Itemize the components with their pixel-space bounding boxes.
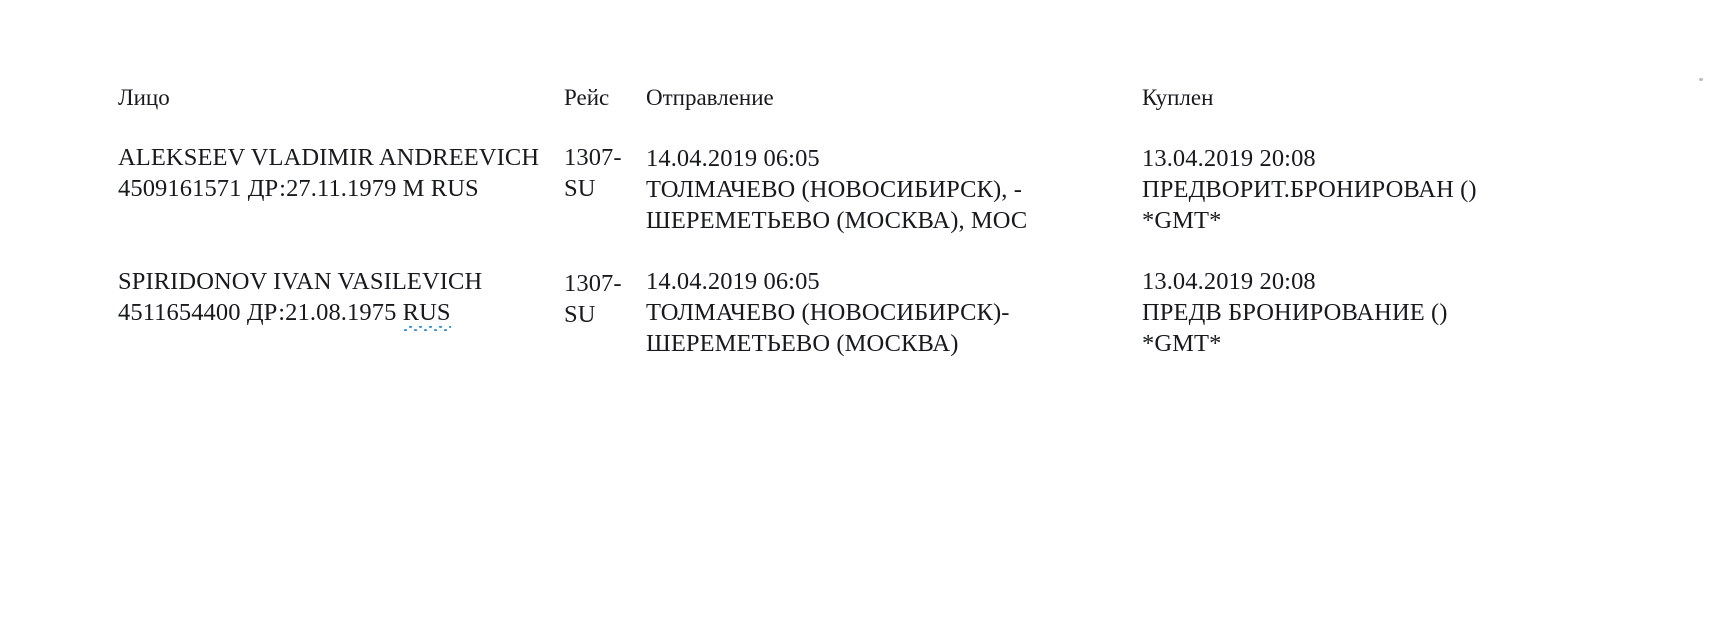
flight-number: 1307- [564, 144, 622, 171]
table-body [118, 142, 1562, 389]
flight-carrier: SU [564, 175, 596, 202]
column-header-departure: Отправление [646, 85, 774, 110]
departure-route-line-2: ШЕРЕМЕТЬЕВО (МОСКВА) [646, 330, 959, 357]
passenger-document [118, 297, 564, 328]
cell-departure [646, 266, 1142, 389]
departure-route-line-1: ТОЛМАЧЕВО (НОВОСИБИРСК), - [646, 176, 1022, 203]
table-header [118, 84, 1562, 142]
purchase-timezone: *GMT* [1142, 207, 1222, 234]
purchase-timezone: *GMT* [1142, 330, 1222, 357]
passenger-document-flagged-token: RUS [402, 299, 451, 326]
column-header-person: Лицо [118, 85, 170, 110]
column-header-flight: Рейс [564, 85, 610, 110]
cell-flight [564, 266, 646, 389]
cell-purchased [1142, 142, 1562, 266]
departure-route-line-1: ТОЛМАЧЕВО (НОВОСИБИРСК)- [646, 299, 1010, 326]
passenger-name: SPIRIDONOV IVAN VASILEVICH [118, 268, 483, 295]
cell-person [118, 142, 564, 266]
table-row [118, 266, 1562, 389]
cell-purchased [1142, 266, 1562, 389]
purchase-status: ПРЕДВ БРОНИРОВАНИЕ () [1142, 299, 1448, 326]
purchase-datetime: 13.04.2019 20:08 [1142, 268, 1316, 295]
table-header-row [118, 84, 1562, 142]
purchase-status: ПРЕДВОРИТ.БРОНИРОВАН () [1142, 176, 1477, 203]
passenger-table [118, 84, 1562, 389]
cell-departure [646, 142, 1142, 266]
cell-flight [564, 142, 646, 266]
departure-datetime: 14.04.2019 06:05 [646, 145, 820, 172]
purchase-datetime: 13.04.2019 20:08 [1142, 145, 1316, 172]
passenger-document: 4509161571 ДР:27.11.1979 М RUS [118, 175, 479, 202]
column-header-purchased: Куплен [1142, 85, 1214, 110]
scan-artifact-dot [1699, 78, 1703, 81]
cell-person [118, 266, 564, 389]
passenger-document-prefix: 4511654400 ДР:21.08.1975 [118, 299, 403, 326]
passenger-name: ALEKSEEV VLADIMIR ANDREEVICH [118, 144, 540, 171]
flight-number: 1307- [564, 270, 622, 297]
departure-route-line-2: ШЕРЕМЕТЬЕВО (МОСКВА), МОС [646, 207, 1028, 234]
departure-datetime: 14.04.2019 06:05 [646, 268, 820, 295]
flight-carrier: SU [564, 301, 596, 328]
table-row [118, 142, 1562, 266]
